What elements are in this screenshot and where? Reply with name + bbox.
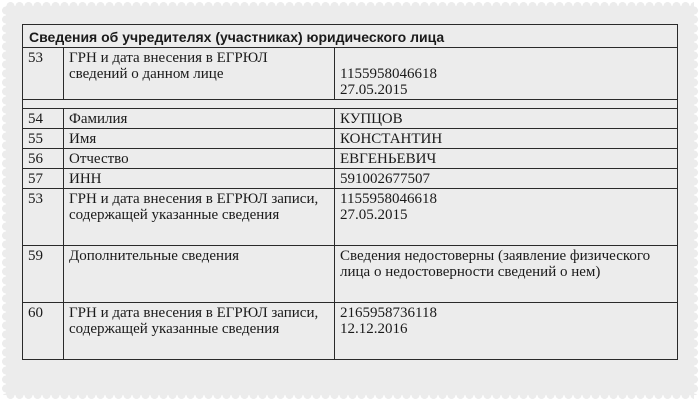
row-number: 59: [23, 246, 64, 303]
row-label: ГРН и дата внесения в ЕГРЮЛ записи, содержащей указанные сведения: [64, 303, 335, 360]
table-header-row: [23, 25, 678, 48]
table-row: [23, 169, 678, 189]
row-value-text: 1155958046618 27.05.2015: [340, 66, 437, 98]
row-number: 60: [23, 303, 64, 360]
spacer-cell: [23, 100, 678, 109]
row-value: КОНСТАНТИН: [335, 129, 678, 149]
row-label: Фамилия: [64, 109, 335, 129]
spacer-row: [23, 100, 678, 109]
table-row: [23, 109, 678, 129]
table-row: [23, 48, 678, 100]
row-value: 1155958046618 27.05.2015: [335, 189, 678, 246]
row-value: 591002677507: [335, 169, 678, 189]
egrul-founders-table: [22, 24, 678, 360]
table-row: [23, 149, 678, 169]
row-number: 53: [23, 48, 64, 100]
row-value: [335, 48, 678, 100]
table-row: [23, 246, 678, 303]
row-label: Отчество: [64, 149, 335, 169]
document-sheet: [6, 6, 694, 395]
row-label: Дополнительные сведения: [64, 246, 335, 303]
row-number: 54: [23, 109, 64, 129]
row-value: 2165958736118 12.12.2016: [335, 303, 678, 360]
row-number: 55: [23, 129, 64, 149]
table-row: [23, 129, 678, 149]
section-title: Сведения об учредителях (участниках) юридического лица: [23, 25, 678, 48]
row-number: 53: [23, 189, 64, 246]
row-value: Сведения недостоверны (заявление физического лица о недостоверности сведений о нем): [335, 246, 678, 303]
table-row: [23, 189, 678, 246]
table-row: [23, 303, 678, 360]
row-number: 57: [23, 169, 64, 189]
row-label: Имя: [64, 129, 335, 149]
row-value: КУПЦОВ: [335, 109, 678, 129]
row-value: ЕВГЕНЬЕВИЧ: [335, 149, 678, 169]
row-label: [64, 48, 335, 100]
row-label: ГРН и дата внесения в ЕГРЮЛ записи, содержащей указанные сведения: [64, 189, 335, 246]
row-label: ИНН: [64, 169, 335, 189]
row-label-text: ГРН и дата внесения в ЕГРЮЛ сведений о данном лице: [69, 50, 268, 82]
row-number: 56: [23, 149, 64, 169]
